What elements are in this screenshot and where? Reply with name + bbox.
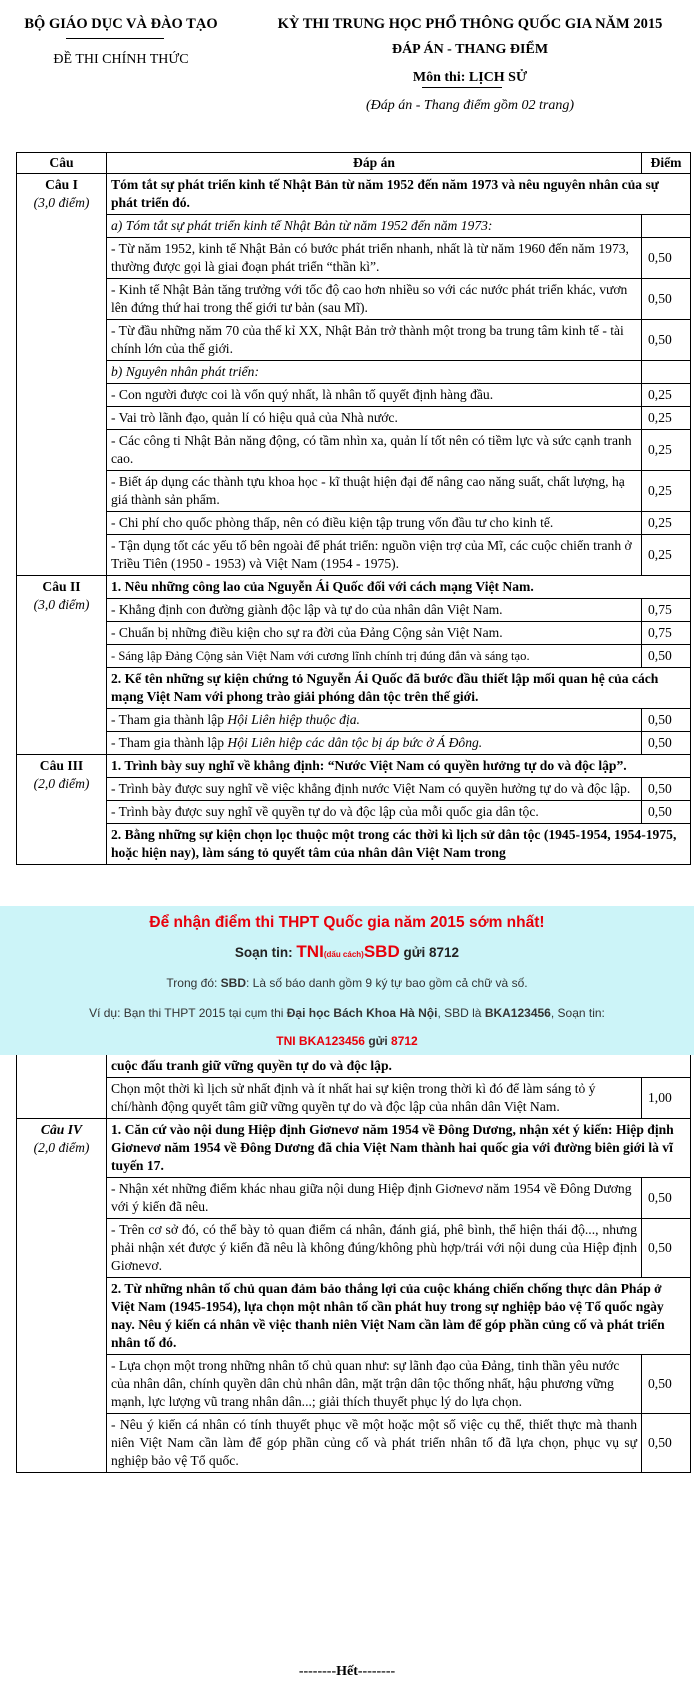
question-title: 1. Trình bày suy nghĩ về khẳng định: “Nước Việt Nam có quyền hưởng tự do và độc lập”.: [107, 755, 691, 778]
organization-name: Hội Liên hiệp thuộc địa.: [227, 712, 360, 727]
answer-item: - Tận dụng tốt các yếu tố bên ngoài để phát triển: nguồn viện trợ của Mĩ, các cuộc chiến tranh ở Triều Tiên (1950 - 1953) và Việt Nam (1954 - 1975).: [107, 535, 642, 576]
answer-item: - Khẳng định con đường giành độc lập và tự do của nhân dân Việt Nam.: [107, 599, 642, 622]
points-value: 0,50: [642, 645, 691, 668]
end-marker: --------Hết--------: [298, 1664, 396, 1679]
banner-sms-instruction: Soạn tin: TNI(dấu cách)SBD gửi 8712: [234, 942, 460, 961]
table-row: [17, 384, 691, 407]
answer-item: - Chuẩn bị những điều kiện cho sự ra đời của Đảng Cộng sản Việt Nam.: [107, 622, 642, 645]
answer-item: - Tham gia thành lập Hội Liên hiệp thuộc địa.: [107, 709, 642, 732]
sms-promo-banner[interactable]: [0, 906, 694, 1055]
answer-item: - Sáng lập Đảng Cộng sản Việt Nam với cương lĩnh chính trị đúng đắn và sáng tạo.: [107, 645, 642, 668]
table-row: [17, 1355, 691, 1414]
banner-example: Ví dụ: Bạn thi THPT 2015 tại cụm thi Đại học Bách Khoa Hà Nội, SBD là BKA123456, Soạn tin:: [89, 1006, 605, 1020]
points-value: 0,25: [642, 471, 691, 512]
question-label: Câu IV: [40, 1122, 83, 1137]
question-title: 2. Từ những nhân tố chủ quan đảm bảo thắng lợi của cuộc kháng chiến chống thực dân Pháp ở Việt Nam (1945-1954), lựa chọn một nhân tố cần phát huy trong sự nghiệp bảo vệ Tổ quốc ngày nay. Nêu ý kiến cá nhân về việc thanh niên Việt Nam cần làm để góp phần củng cố và phát triển nhân tố đó.: [107, 1278, 691, 1355]
table-row: [17, 824, 691, 865]
table-row: [17, 320, 691, 361]
answer-item: - Nêu ý kiến cá nhân có tính thuyết phục về một hoặc một số việc cụ thể, thiết thực mà thanh niên Việt Nam cần làm để góp phần củng cố và phát triển nhân tố đã lựa chọn, phục vụ sự nghiệp bảo vệ Tổ quốc.: [107, 1414, 642, 1473]
points-value: 0,50: [642, 1414, 691, 1473]
answer-item: - Lựa chọn một trong những nhân tố chủ quan như: sự lãnh đạo của Đảng, tinh thần yêu nước của nhân dân, chính quyền dân chủ nhân dân, mặt trận dân tộc thống nhất, hậu phương vững mạnh, lực lượng vũ trang nhân dân...; giải thích thuyết phục lý do lựa chọn.: [107, 1355, 642, 1414]
answer-item: - Chi phí cho quốc phòng thấp, nên có điều kiện tập trung vốn đầu tư cho kinh tế.: [107, 512, 642, 535]
table-row: [17, 778, 691, 801]
table-row: [17, 279, 691, 320]
sms-sbd: SBD: [363, 942, 400, 961]
answer-table: [16, 152, 691, 865]
question-weight: (3,0 điểm): [33, 597, 90, 612]
question-cell-2: [17, 576, 107, 755]
points-value: 1,00: [642, 1078, 691, 1119]
question-title: 2. Bằng những sự kiện chọn lọc thuộc một trong các thời kì lịch sử dân tộc (1945-1954, 1954-1975, hoặc hiện nay), làm sáng tỏ quyết tâm của nhân dân Việt Nam trong: [107, 824, 691, 865]
column-header-question: Câu: [17, 153, 107, 174]
banner-example-sms: TNI BKA123456 gửi 8712: [276, 1034, 418, 1048]
table-row: [17, 668, 691, 709]
exam-title: KỲ THI TRUNG HỌC PHỔ THÔNG QUỐC GIA NĂM 2015: [277, 16, 663, 32]
points-value: 0,25: [642, 512, 691, 535]
answer-item: - Kinh tế Nhật Bản tăng trưởng với tốc độ cao hơn nhiều so với các nước phát triển khác, vươn lên đứng thứ hai trong thế giới tư bản (sau Mĩ).: [107, 279, 642, 320]
points-value: 0,25: [642, 407, 691, 430]
question-cell-4: [17, 1119, 107, 1473]
question-weight: (3,0 điểm): [33, 195, 90, 210]
table-row: [17, 430, 691, 471]
table-row: [17, 361, 691, 384]
points-value: 0,50: [642, 1178, 691, 1219]
table-header-row: [17, 153, 691, 174]
table-row: [17, 1278, 691, 1355]
question-title: 1. Nêu những công lao của Nguyễn Ái Quốc đối với cách mạng Việt Nam.: [107, 576, 691, 599]
points-value: 0,75: [642, 599, 691, 622]
answer-item: - Biết áp dụng các thành tựu khoa học - kĩ thuật hiện đại để nâng cao năng suất, chất lượng, hạ giá thành sản phẩm.: [107, 471, 642, 512]
organization-name: Hội Liên hiệp các dân tộc bị áp bức ở Á Đông.: [227, 735, 483, 750]
points-value: 0,50: [642, 320, 691, 361]
table-row: [17, 471, 691, 512]
answer-item: - Nhận xét những điểm khác nhau giữa nội dung Hiệp định Giơnevơ năm 1954 về Đông Dương với ý kiến đã nêu.: [107, 1178, 642, 1219]
points-value: 0,50: [642, 732, 691, 755]
ministry-underline: [66, 38, 164, 39]
answer-item: - Từ năm 1952, kinh tế Nhật Bản có bước phát triển nhanh, nhất là từ năm 1960 đến năm 1973, thường được gọi là giai đoạn phát triển “thần kì”.: [107, 238, 642, 279]
table-row: [17, 512, 691, 535]
table-row: [17, 709, 691, 732]
table-row: [17, 1414, 691, 1473]
question-title: 1. Căn cứ vào nội dung Hiệp định Giơnevơ năm 1954 về Đông Dương, nhận xét ý kiến: Hiệp định Giơnevơ năm 1954 về Đông Dương đã chia Việt Nam thành hai quốc gia với đường biên giới là vĩ tuyến 17.: [107, 1119, 691, 1178]
table-row: [17, 622, 691, 645]
question-label: Câu I: [45, 177, 78, 192]
subject-title: Môn thi: LỊCH SỬ: [412, 70, 528, 85]
points-value: 0,50: [642, 279, 691, 320]
answer-item: - Từ đầu những năm 70 của thế kỉ XX, Nhật Bản trở thành một trong ba trung tâm kinh tế - tài chính lớn của thế giới.: [107, 320, 642, 361]
table-row: [17, 599, 691, 622]
question-label: Câu II: [42, 579, 81, 594]
banner-headline: Để nhận điểm thi THPT Quốc gia năm 2015 sớm nhất!: [149, 914, 545, 931]
points-value: 0,25: [642, 430, 691, 471]
table-row: [17, 535, 691, 576]
table-row: [17, 174, 691, 215]
answer-item: Chọn một thời kì lịch sử nhất định và ít nhất hai sự kiện trong thời kì đó để làm sáng tỏ ý chí/hành động quyết tâm giữ vững quyền tự do và độc lập của nhân dân Việt Nam.: [107, 1078, 642, 1119]
question-weight: (2,0 điểm): [33, 1140, 90, 1155]
table-row: [17, 407, 691, 430]
question-cell-1: [17, 174, 107, 576]
question-label: Câu III: [39, 758, 84, 773]
question-weight: (2,0 điểm): [33, 776, 90, 791]
points-value: 0,50: [642, 238, 691, 279]
table-row: [17, 801, 691, 824]
answer-item: - Trình bày được suy nghĩ về quyền tự do và độc lập của mỗi quốc gia dân tộc.: [107, 801, 642, 824]
subsection-heading: b) Nguyên nhân phát triển:: [107, 361, 642, 384]
answer-key-title: ĐÁP ÁN - THANG ĐIỂM: [391, 42, 549, 57]
points-value: 0,75: [642, 622, 691, 645]
column-header-points: Điểm: [642, 153, 691, 174]
answer-item: - Trình bày được suy nghĩ về việc khẳng định nước Việt Nam có quyền hưởng tự do và độc lập.: [107, 778, 642, 801]
points-value: 0,25: [642, 384, 691, 407]
subject-underline: [422, 87, 502, 88]
points-value: 0,50: [642, 801, 691, 824]
answer-item: - Trên cơ sở đó, có thể bày tỏ quan điểm cá nhân, đánh giá, phê bình, thể hiện thái độ..., nhưng phải nhận xét được ý kiến đã nêu là không đúng/không phù hợp/trái với nội dung của Hiệp định Giơnevơ.: [107, 1219, 642, 1278]
answer-item: - Vai trò lãnh đạo, quản lí có hiệu quả của Nhà nước.: [107, 407, 642, 430]
table-row: [17, 1219, 691, 1278]
table-row: [17, 645, 691, 668]
answer-item: - Con người được coi là vốn quý nhất, là nhân tố quyết định hàng đầu.: [107, 384, 642, 407]
sms-code: TNI: [296, 942, 324, 961]
table-row: [17, 215, 691, 238]
sms-space-hint: (dấu cách): [323, 950, 364, 959]
question-title-continued: cuộc đấu tranh giữ vững quyền tự do và độc lập.: [107, 1055, 691, 1078]
table-row: [17, 576, 691, 599]
sms-number: 8712: [429, 945, 460, 960]
table-row: [17, 1078, 691, 1119]
answer-item: - Các công ti Nhật Bản năng động, có tầm nhìn xa, quản lí tốt nên có tiềm lực và sức cạnh tranh cao.: [107, 430, 642, 471]
subsection-heading: a) Tóm tắt sự phát triển kinh tế Nhật Bản từ năm 1952 đến năm 1973:: [107, 215, 642, 238]
points-value: 0,50: [642, 1355, 691, 1414]
table-row: [17, 238, 691, 279]
question-title: 2. Kể tên những sự kiện chứng tỏ Nguyễn Ái Quốc đã bước đầu thiết lập mối quan hệ của cách mạng Việt Nam với phong trào giải phóng dân tộc trên thế giới.: [107, 668, 691, 709]
ministry-name: BỘ GIÁO DỤC VÀ ĐÀO TẠO: [24, 16, 218, 32]
question-cell-3: [17, 755, 107, 865]
points-value: 0,50: [642, 709, 691, 732]
table-row: [17, 1119, 691, 1178]
official-label: ĐỀ THI CHÍNH THỨC: [53, 52, 189, 67]
table-row: [17, 755, 691, 778]
answer-table-continued: [16, 1055, 691, 1473]
table-row: [17, 1055, 691, 1078]
table-row: [17, 732, 691, 755]
banner-explanation: Trong đó: SBD: Là số báo danh gồm 9 ký tự bao gồm cả chữ và số.: [166, 976, 528, 990]
answer-item: - Tham gia thành lập Hội Liên hiệp các dân tộc bị áp bức ở Á Đông.: [107, 732, 642, 755]
table-row: [17, 1178, 691, 1219]
question-title: Tóm tắt sự phát triển kinh tế Nhật Bản từ năm 1952 đến năm 1973 và nêu nguyên nhân của sự phát triển đó.: [107, 174, 691, 215]
points-value: 0,25: [642, 535, 691, 576]
column-header-answer: Đáp án: [107, 153, 642, 174]
page-note: (Đáp án - Thang điểm gồm 02 trang): [365, 98, 575, 113]
points-value: 0,50: [642, 1219, 691, 1278]
question-cell-3-continued: [17, 1055, 107, 1119]
points-value: 0,50: [642, 778, 691, 801]
